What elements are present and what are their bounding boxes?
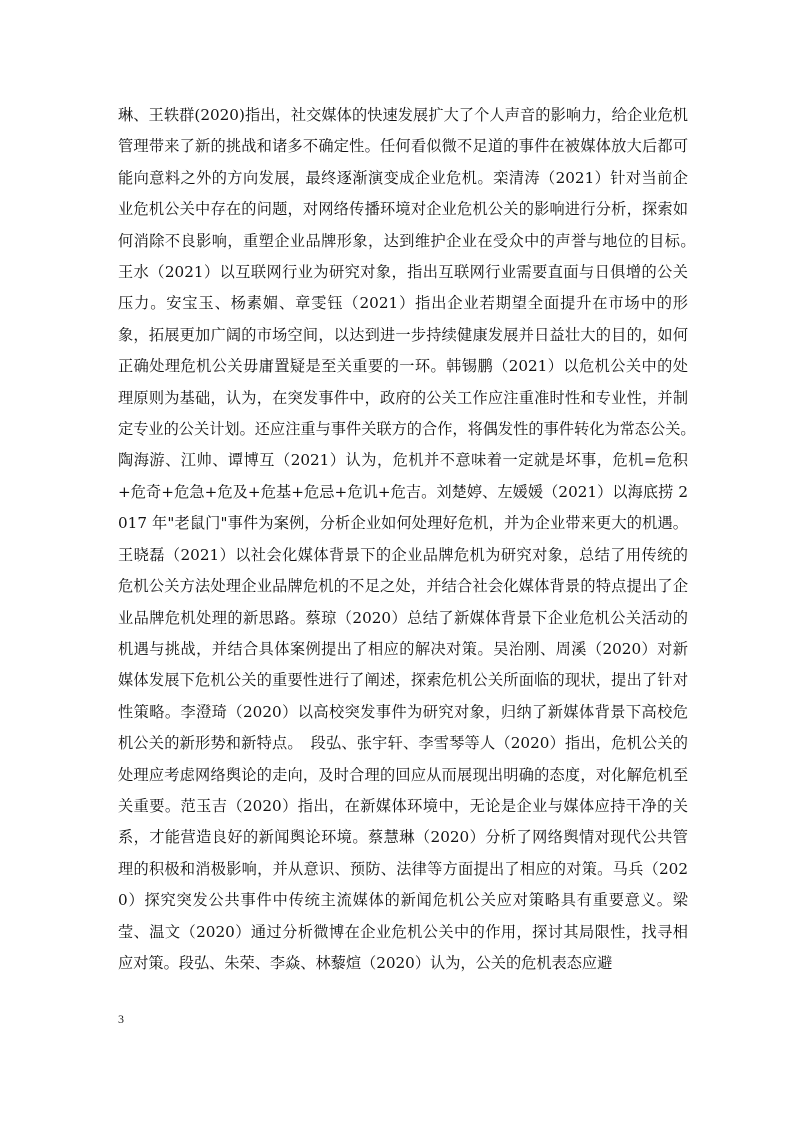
body-paragraph: 琳、王轶群(2020)指出，社交媒体的快速发展扩大了个人声音的影响力，给企业危机管理带来了新的挑战和诸多不确定性。任何看似微不足道的事件在被媒体放大后都可能向意料之外的方向发展，最终逐渐演变成企业危机。栾清涛（2021）针对当前企业危机公关中存在的问题，对网络传播环境对企业危机公关的影响进行分析，探索如何消除不良影响，重塑企业品牌形象，达到维护企业在受众中的声誉与地位的目标。 王水（2021）以互联网行业为研究对象，指出互联网行业需要直面与日俱增的公关压力。安宝玉、杨素媚、章雯钰（2021）指出企业若期望全面提升在市场中的形象，拓展更加广阔的市场空间，以达到进一步持续健康发展并日益壮大的目的，如何正确处理危机公关毋庸置疑是至关重要的一环。韩锡鹏（2021）以危机公关中的处理原则为基础，认为，在突发事件中，政府的公关工作应注重准时性和专业性，并制定专业的公关计划。还应注重与事件关联方的合作，将偶发性的事件转化为常态公关。 陶海游、江帅、谭博互（2021）认为，危机并不意味着一定就是坏事，危机=危积+危奇+危急+危及+危基+危忌+危讥+危吉。刘楚婷、左媛媛（2021）以海底捞 2017 年"老鼠门"事件为案例，分析企业如何处理好危机，并为企业带来更大的机遇。王晓磊（2021）以社会化媒体背景下的企业品牌危机为研究对象，总结了用传统的危机公关方法处理企业品牌危机的不足之处，并结合社会化媒体背景的特点提出了企业品牌危机处理的新思路。蔡琼（2020）总结了新媒体背景下企业危机公关活动的机遇与挑战，并结合具体案例提出了相应的解决对策。吴治刚、周溪（2020）对新媒体发展下危机公关的重要性进行了阐述，探索危机公关所面临的现状，提出了针对性策略。李澄琦（2020）以高校突发事件为研究对象，归纳了新媒体背景下高校危机公关的新形势和新特点。 段弘、张宇轩、李雪琴等人（2020）指出，危机公关的处理应考虑网络舆论的走向，及时合理的回应从而展现出明确的态度，对化解危机至关重要。范玉吉（2020）指出，在新媒体环境中，无论是企业与媒体应持干净的关系，才能营造良好的新闻舆论环境。蔡慧琳（2020）分析了网络舆情对现代公共管理的积极和消极影响，并从意识、预防、法律等方面提出了相应的对策。马兵（2020）探究突发公共事件中传统主流媒体的新闻危机公关应对策略具有重要意义。梁莹、温文（2020）通过分析微博在企业危机公关中的作用，探讨其局限性，找寻相应对策。段弘、朱荣、李焱、林藜煊（2020）认为，公关的危机表态应避 (118, 106, 704, 972)
page-number: 3 (118, 1012, 124, 1026)
